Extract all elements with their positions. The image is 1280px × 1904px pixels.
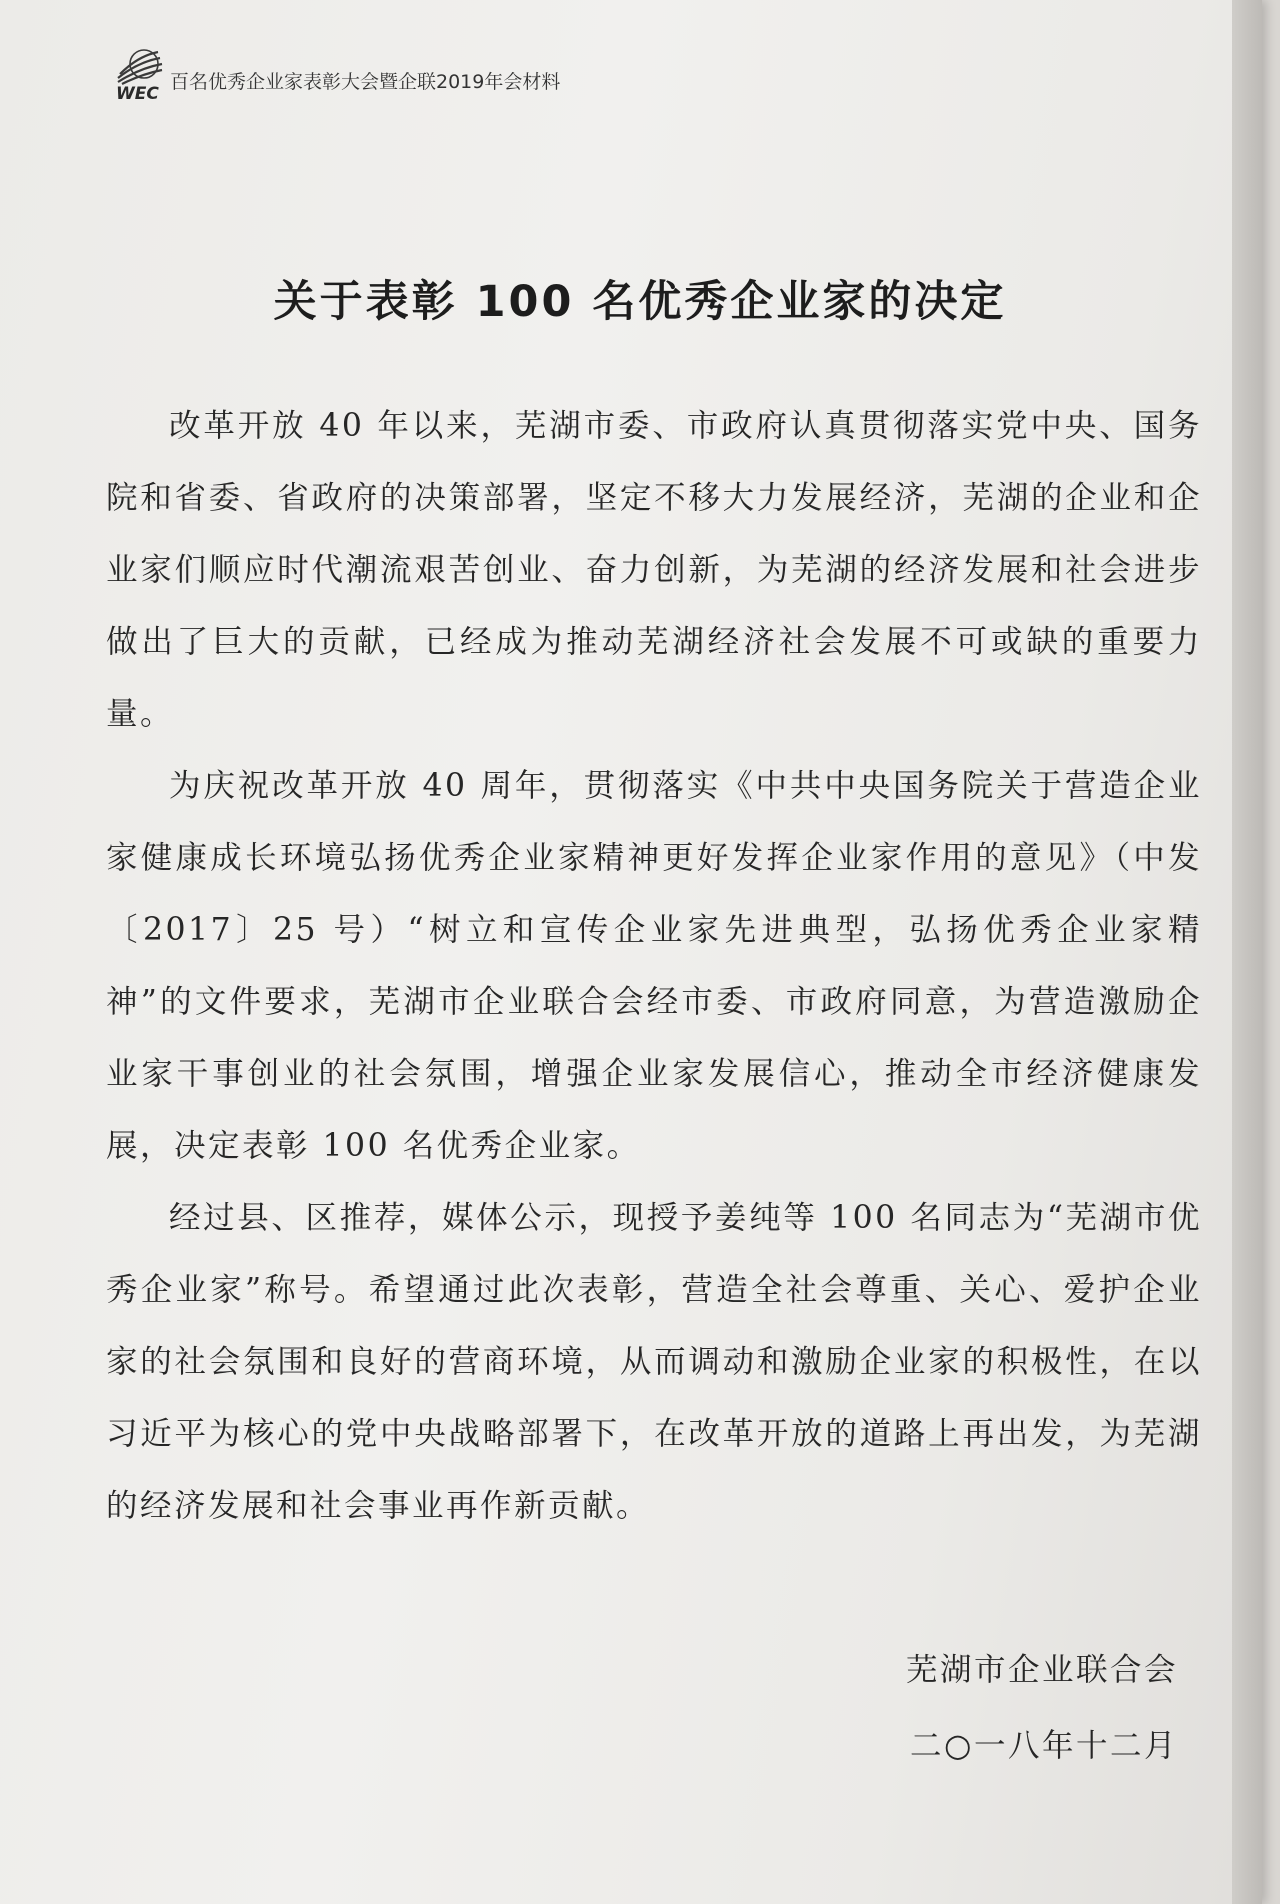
signature-date: 二○一八年十二月 [910,1728,1178,1764]
page-header [112,44,561,104]
logo-text: WEC [116,84,159,104]
globe-icon [112,44,164,88]
document-title: 关于表彰 100 名优秀企业家的决定 [273,277,1007,327]
paragraph-1: 改革开放 40 年以来，芜湖市委、市政府认真贯彻落实党中央、国务院和省委、省政府的决策部署，坚定不移大力发展经济，芜湖的企业和企业家们顺应时代潮流艰苦创业、奋力创新，为芜湖的经济发展和社会进步做出了巨大的贡献，已经成为推动芜湖经济社会发展不可或缺的重要力量。 [106,408,1202,732]
wec-logo [112,44,164,104]
header-text: 百名优秀企业家表彰大会暨企联2019年会材料 [170,71,561,93]
paragraph-3: 经过县、区推荐，媒体公示，现授予姜纯等 100 名同志为“芜湖市优秀企业家”称号。希望通过此次表彰，营造全社会尊重、关心、爱护企业家的社会氛围和良好的营商环境，从而调动和激励企业家的积极性，在以习近平为核心的党中央战略部署下，在改革开放的道路上再出发，为芜湖的经济发展和社会事业再作新贡献。 [106,1200,1202,1524]
paragraph-2: 为庆祝改革开放 40 周年，贯彻落实《中共中央国务院关于营造企业家健康成长环境弘扬优秀企业家精神更好发挥企业家作用的意见》（中发〔2017〕25 号）“树立和宣传企业家先进典型，弘扬优秀企业家精神”的文件要求，芜湖市企业联合会经市委、市政府同意，为营造激励企业家干事创业的社会氛围，增强企业家发展信心，推动全市经济健康发展，决定表彰 100 名优秀企业家。 [106,768,1202,1164]
document-body [106,390,1202,1542]
signature-organization: 芜湖市企业联合会 [905,1652,1178,1688]
signature-block [906,1632,1178,1784]
